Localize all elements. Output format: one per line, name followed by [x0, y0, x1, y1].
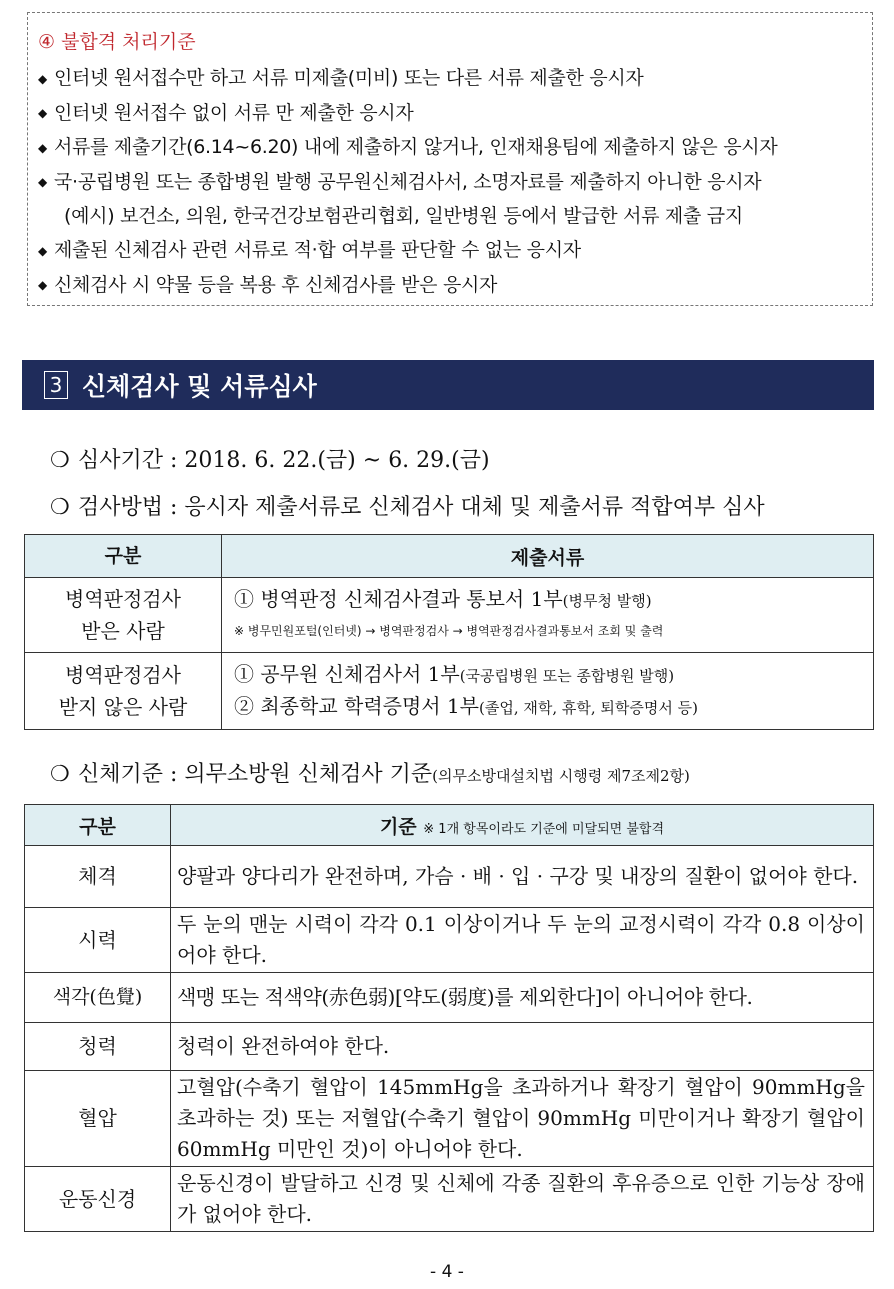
section-title: 신체검사 및 서류심사 — [82, 372, 317, 401]
diamond-bullet-icon: ◆ — [38, 140, 47, 155]
page-number: - 4 - — [430, 1262, 464, 1282]
review-period: ❍ 심사기간 : 2018. 6. 22.(금) ~ 6. 29.(금) — [50, 448, 490, 473]
row-criteria: 색맹 또는 적색약(赤色弱)[약도(弱度)를 제외한다]이 아니어야 한다. — [171, 973, 874, 1023]
disqualification-box — [27, 12, 873, 306]
table-row — [25, 973, 874, 1023]
row-category: 청력 — [25, 1023, 171, 1071]
example-note: (예시) 보건소, 의원, 한국건강보험관리협회, 일반병원 등에서 발급한 서류 제출 금지 — [64, 205, 743, 227]
physical-criteria-line: ❍ 신체기준 : 의무소방원 신체검사 기준(의무소방대설치법 시행령 제7조제2항) — [50, 762, 690, 787]
list-item: ◆ 신체검사 시 약물 등을 복용 후 신체검사를 받은 응시자 — [38, 268, 872, 303]
row-category: 색각(色覺) — [25, 973, 171, 1023]
row-category: 병역판정검사 받은 사람 — [25, 578, 222, 653]
row-category: 체격 — [25, 846, 171, 908]
row-documents: ① 병역판정 신체검사결과 통보서 1부(병무청 발행) ※ 병무민원포털(인터넷) → 병역판정검사 → 병역판정검사결과통보서 조회 및 출력 — [222, 578, 874, 653]
list-item: ◆ 국·공립병원 또는 종합병원 발행 공무원신체검사서, 소명자료를 제출하지 아니한 응시자 — [38, 165, 872, 200]
list-item: ◆ 인터넷 원서접수 없이 서류 만 제출한 응시자 — [38, 96, 872, 131]
column-header: 기준 ※ 1개 항목이라도 기준에 미달되면 불합격 — [171, 805, 874, 846]
diamond-bullet-icon: ◆ — [38, 278, 47, 292]
disqualification-title: ④ 불합격 처리기준 — [38, 31, 196, 53]
row-criteria: 청력이 완전하여야 한다. — [171, 1023, 874, 1071]
row-documents: ① 공무원 신체검사서 1부(국공립병원 또는 종합병원 발행) ② 최종학교 학력증명서 1부(졸업, 재학, 휴학, 퇴학증명서 등) — [222, 653, 874, 730]
column-header: 구분 — [25, 535, 222, 578]
list-item: ◆ 제출된 신체검사 관련 서류로 적·합 여부를 판단할 수 없는 응시자 — [38, 233, 872, 268]
section-number: 3 — [44, 371, 68, 399]
table-header-row — [25, 535, 874, 578]
criteria-table — [24, 804, 874, 1232]
row-criteria: 양팔과 양다리가 완전하며, 가슴 · 배 · 입 · 구강 및 내장의 질환이 없어야 한다. — [171, 846, 874, 908]
table-row — [25, 1023, 874, 1071]
list-item: ◆ 서류를 제출기간(6.14~6.20) 내에 제출하지 않거나, 인재채용팀에 제출하지 않은 응시자 — [38, 130, 872, 165]
portal-note: ※ 병무민원포털(인터넷) → 병역판정검사 → 병역판정검사결과통보서 조회 및 출력 — [234, 624, 664, 638]
column-header: 구분 — [25, 805, 171, 846]
table-row — [25, 578, 874, 653]
table-row — [25, 653, 874, 730]
row-category: 시력 — [25, 908, 171, 973]
diamond-bullet-icon: ◆ — [38, 106, 47, 120]
review-method: ❍ 검사방법 : 응시자 제출서류로 신체검사 대체 및 제출서류 적합여부 심사 — [50, 495, 765, 520]
diamond-bullet-icon: ◆ — [38, 71, 47, 86]
table-row — [25, 1071, 874, 1167]
circle-bullet-icon: ❍ — [50, 762, 70, 787]
list-item: ◆ 인터넷 원서접수만 하고 서류 미제출(미비) 또는 다른 서류 제출한 응시자 — [38, 61, 872, 96]
column-header: 제출서류 — [222, 535, 874, 578]
circle-bullet-icon: ❍ — [50, 495, 70, 520]
table-header-row — [25, 805, 874, 846]
header-note: ※ 1개 항목이라도 기준에 미달되면 불합격 — [423, 821, 665, 837]
table-row — [25, 908, 874, 973]
row-criteria: 운동신경이 발달하고 신경 및 신체에 각종 질환의 후유증으로 인한 기능상 장애가 없어야 한다. — [171, 1167, 874, 1232]
circle-bullet-icon: ❍ — [50, 448, 70, 473]
table-row — [25, 846, 874, 908]
row-criteria: 두 눈의 맨눈 시력이 각각 0.1 이상이거나 두 눈의 교정시력이 각각 0.8 이상이어야 한다. — [171, 908, 874, 973]
row-category: 병역판정검사 받지 않은 사람 — [25, 653, 222, 730]
table-row — [25, 1167, 874, 1232]
row-criteria: 고혈압(수축기 혈압이 145mmHg을 초과하거나 확장기 혈압이 90mmHg을 초과하는 것) 또는 저혈압(수축기 혈압이 90mmHg 미만이거나 확장기 혈압이 60mmHg 미만인 것)이 아니어야 한다. — [171, 1071, 874, 1167]
row-category: 혈압 — [25, 1071, 171, 1167]
diamond-bullet-icon: ◆ — [38, 243, 47, 258]
row-category: 운동신경 — [25, 1167, 171, 1232]
section-header — [22, 360, 874, 410]
diamond-bullet-icon: ◆ — [38, 175, 47, 189]
documents-table — [24, 534, 874, 730]
